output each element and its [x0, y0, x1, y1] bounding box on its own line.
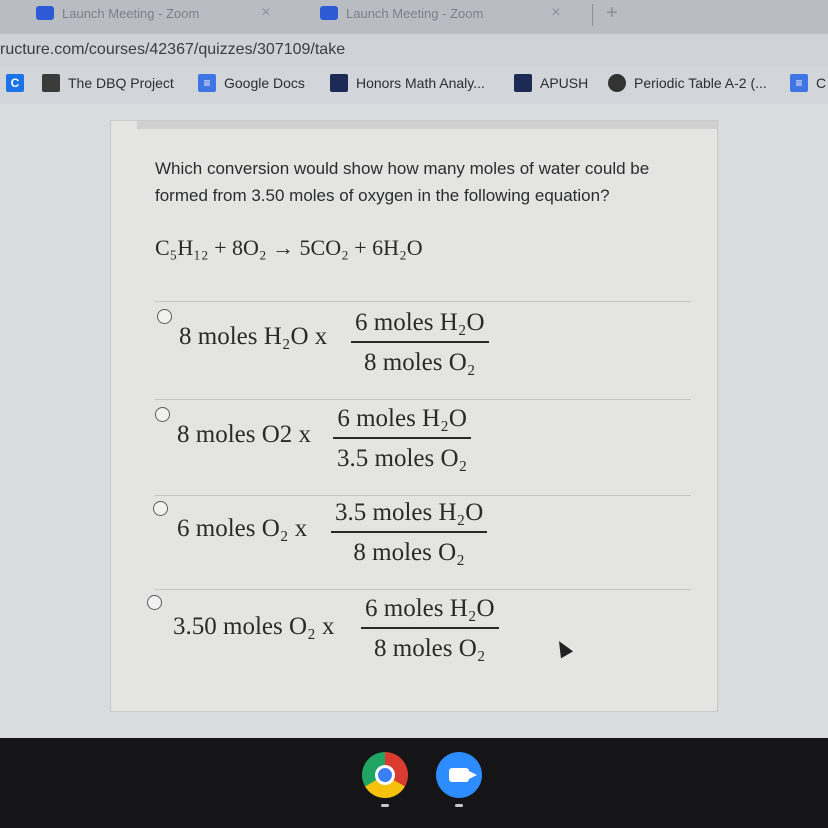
- chemical-equation: C₅H₁₂ + 8O₂ → 5CO₂ + 6H₂O: [155, 235, 423, 260]
- answer-1-numerator: 6 moles H₂O: [355, 309, 485, 336]
- tab-label: Launch Meeting - Zoom: [346, 5, 484, 21]
- answer-2-left: 8 moles O2 x: [177, 421, 312, 448]
- bookmark-label: Google Docs: [224, 75, 305, 91]
- fraction-bar: [361, 627, 499, 629]
- answer-1-denominator: 8 moles O₂: [364, 349, 476, 376]
- answer-2-fraction: [333, 405, 471, 473]
- answer-3-left: 6 moles O₂ x: [177, 515, 308, 542]
- answer-3-numerator: 3.5 moles H₂O: [335, 499, 484, 526]
- tab-label: Launch Meeting - Zoom: [62, 5, 200, 21]
- docs-icon: ≡: [790, 74, 808, 92]
- answer-radio-4[interactable]: [147, 595, 162, 610]
- chrome-icon-center: [378, 768, 392, 782]
- bookmark-periodic-table[interactable]: [608, 74, 767, 92]
- answer-2-denominator: 3.5 moles O₂: [337, 445, 468, 472]
- answer-4-fraction: [361, 595, 499, 663]
- answer-3-fraction: [331, 499, 487, 567]
- answer-radio-1[interactable]: [157, 309, 172, 324]
- option-divider: [155, 399, 691, 400]
- answer-radio-3[interactable]: [153, 501, 168, 516]
- c-icon: C: [6, 74, 24, 92]
- answer-1-left: 8 moles H₂O x: [179, 323, 328, 350]
- bookmark-docs-2[interactable]: [790, 74, 826, 92]
- tab-zoom-2[interactable]: [320, 0, 561, 26]
- bookmark-c[interactable]: [6, 74, 24, 92]
- bookmarks-bar: [0, 66, 828, 104]
- bookmark-honors-math[interactable]: [330, 74, 485, 92]
- url-text: ructure.com/courses/42367/quizzes/307109/take: [0, 41, 346, 58]
- tab-close-icon[interactable]: ×: [551, 4, 561, 21]
- option-divider: [155, 301, 691, 302]
- bookmark-label: Honors Math Analy...: [356, 75, 485, 91]
- zoom-icon[interactable]: [436, 752, 482, 798]
- option-divider: [155, 495, 691, 496]
- fraction-bar: [351, 341, 489, 343]
- bookmark-label: C: [816, 75, 827, 91]
- card-header: [137, 121, 717, 129]
- page-content: [0, 104, 828, 738]
- periodic-icon: [608, 74, 626, 92]
- tab-separator: [592, 4, 593, 26]
- bookmark-google-docs[interactable]: [198, 74, 305, 92]
- answer-4-numerator: 6 moles H₂O: [365, 595, 495, 622]
- os-shelf: [0, 738, 828, 828]
- answer-4-denominator: 8 moles O₂: [374, 635, 486, 662]
- option-divider: [155, 589, 691, 590]
- answer-4-left: 3.50 moles O₂ x: [173, 613, 335, 640]
- answer-1-fraction: [351, 309, 489, 377]
- apush-icon: [514, 74, 532, 92]
- bookmark-label: APUSH: [540, 75, 589, 91]
- answer-radio-2[interactable]: [155, 407, 170, 422]
- question-text: Which conversion would show how many moles of water could be formed from 3.50 moles of oxygen in the following equation?: [155, 159, 650, 205]
- tab-close-icon[interactable]: ×: [261, 4, 271, 21]
- bookmark-label: Periodic Table A-2 (...: [634, 75, 767, 91]
- new-tab-button[interactable]: +: [606, 2, 618, 24]
- bookmark-label: The DBQ Project: [68, 75, 174, 91]
- running-indicator: [455, 804, 463, 807]
- dbq-icon: [42, 74, 60, 92]
- answer-3-denominator: 8 moles O₂: [353, 539, 465, 566]
- zoom-tab-icon: [36, 6, 54, 20]
- fraction-bar: [331, 531, 487, 533]
- zoom-camera-icon: [449, 768, 469, 782]
- bookmark-apush[interactable]: [514, 74, 588, 92]
- tab-zoom-1[interactable]: [36, 0, 271, 26]
- docs-icon: ≡: [198, 74, 216, 92]
- chrome-icon[interactable]: [362, 752, 408, 798]
- question-card: [110, 120, 718, 712]
- answer-2-numerator: 6 moles H₂O: [337, 405, 467, 432]
- bookmark-dbq-project[interactable]: [42, 74, 174, 92]
- fraction-bar: [333, 437, 471, 439]
- running-indicator: [381, 804, 389, 807]
- address-bar[interactable]: [0, 34, 828, 66]
- zoom-tab-icon: [320, 6, 338, 20]
- math-icon: [330, 74, 348, 92]
- tab-strip: [0, 0, 828, 34]
